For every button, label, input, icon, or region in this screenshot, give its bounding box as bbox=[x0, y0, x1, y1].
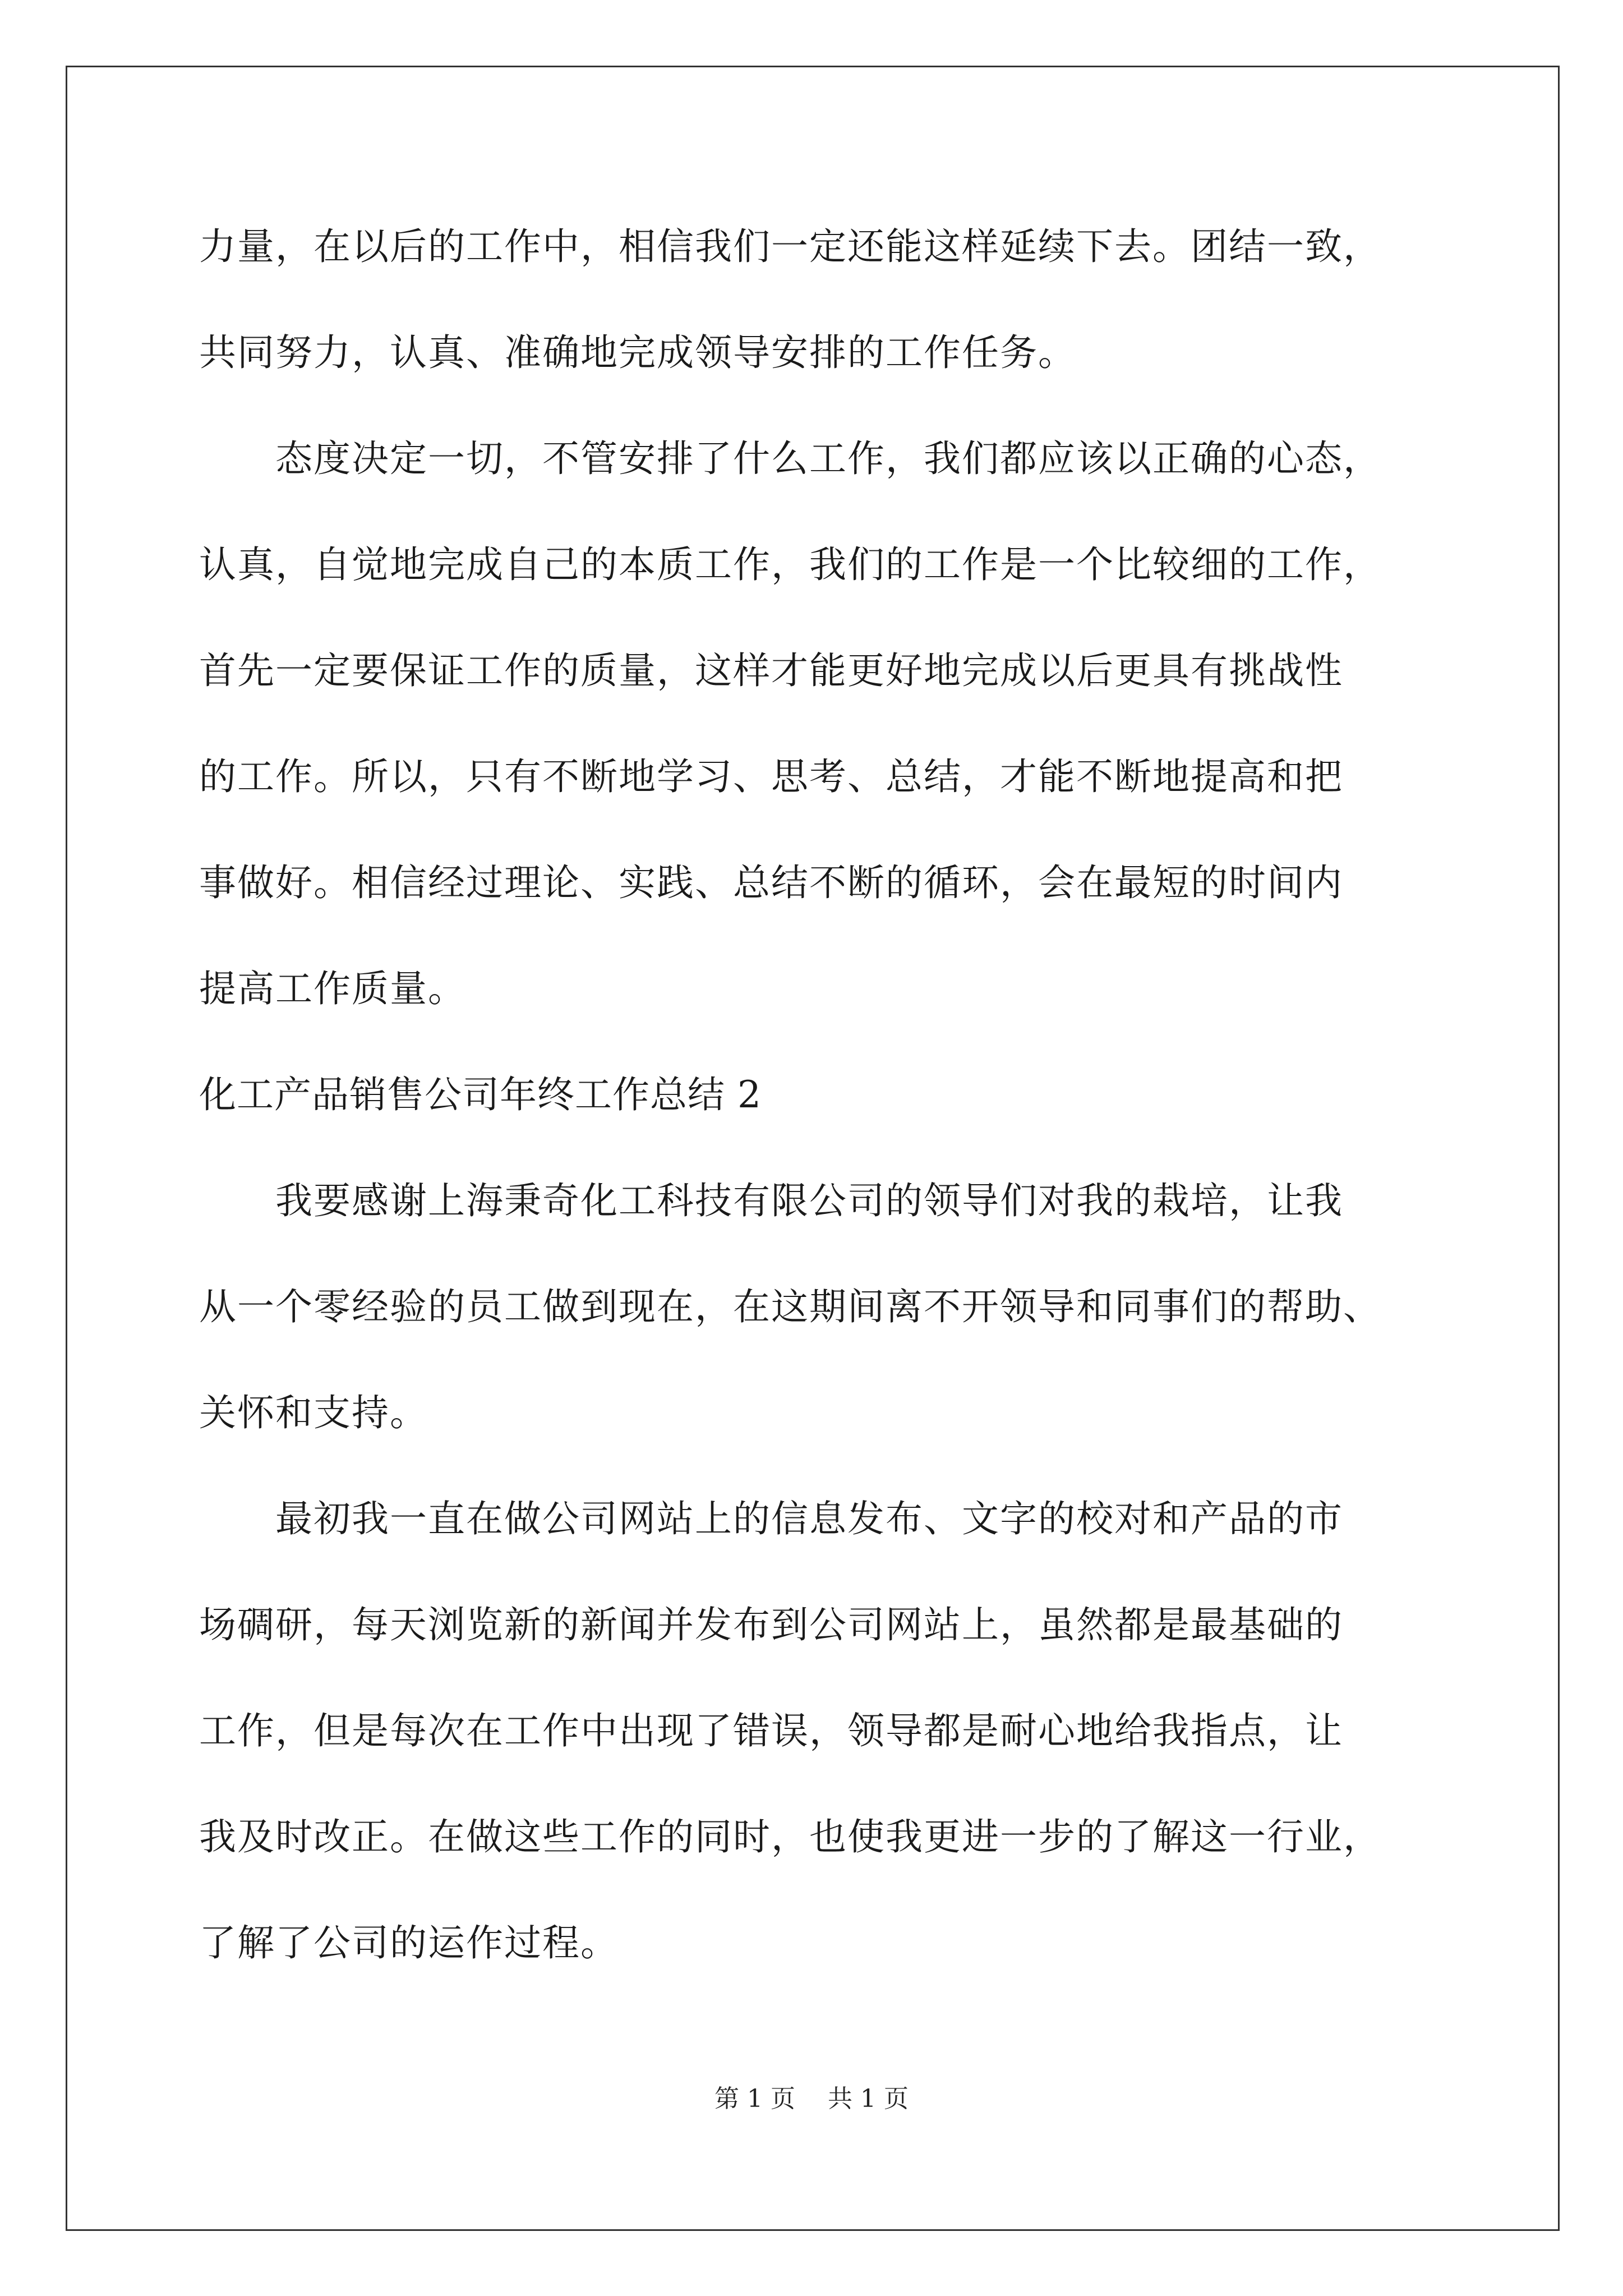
text-line: 场碉研，每天浏览新的新闻并发布到公司网站上，虽然都是最基础的 bbox=[199, 1603, 1343, 1646]
text-line: 态度决定一切，不管安排了什么工作，我们都应该以正确的心态， bbox=[199, 437, 1381, 480]
text-line: 共同努力，认真、准确地完成领导安排的工作任务。 bbox=[199, 331, 1076, 374]
text-line: 力量，在以后的工作中，相信我们一定还能这样延续下去。团结一致， bbox=[199, 225, 1381, 268]
section-heading: 化工产品销售公司年终工作总结 2 bbox=[199, 1073, 762, 1116]
text-line: 认真，自觉地完成自己的本质工作，我们的工作是一个比较细的工作， bbox=[199, 543, 1381, 586]
text-line: 最初我一直在做公司网站上的信息发布、文字的校对和产品的市 bbox=[199, 1497, 1343, 1540]
page-number: 第 1 页 bbox=[714, 2085, 795, 2113]
text-line: 工作，但是每次在工作中出现了错误，领导都是耐心地给我指点，让 bbox=[199, 1709, 1343, 1752]
text-line: 我要感谢上海秉奇化工科技有限公司的领导们对我的栽培，让我 bbox=[199, 1179, 1343, 1222]
text-line: 的工作。所以，只有不断地学习、思考、总结，才能不断地提高和把 bbox=[199, 755, 1343, 798]
text-line: 关怀和支持。 bbox=[199, 1391, 428, 1434]
text-line: 了解了公司的运作过程。 bbox=[199, 1921, 619, 1964]
text-line: 我及时改正。在做这些工作的同时，也使我更进一步的了解这一行业， bbox=[199, 1815, 1381, 1858]
page-total: 共 1 页 bbox=[828, 2085, 909, 2113]
text-line: 提高工作质量。 bbox=[199, 967, 466, 1010]
text-line: 首先一定要保证工作的质量，这样才能更好地完成以后更具有挑战性 bbox=[199, 649, 1343, 692]
page-footer bbox=[0, 2078, 1623, 2114]
text-line: 事做好。相信经过理论、实践、总结不断的循环，会在最短的时间内 bbox=[199, 861, 1343, 904]
document-body bbox=[199, 194, 1444, 1996]
text-line: 从一个零经验的员工做到现在，在这期间离不开领导和同事们的帮助、 bbox=[199, 1285, 1381, 1328]
